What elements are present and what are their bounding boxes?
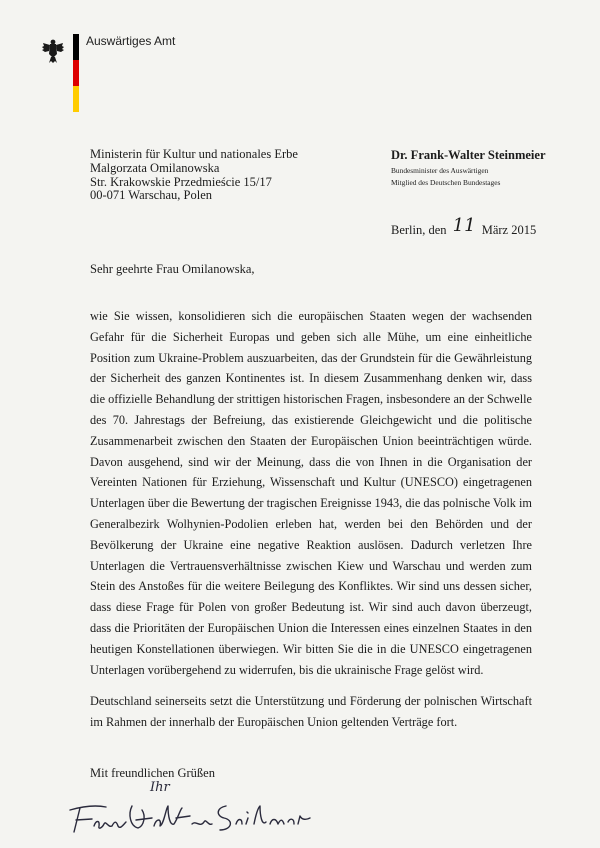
sender-title: Bundesminister des Auswärtigen <box>391 166 489 175</box>
federal-eagle-icon <box>42 38 64 64</box>
flag-stripe-red <box>73 60 79 86</box>
handwritten-initials: Ihr <box>150 780 170 795</box>
recipient-line: Ministerin für Kultur und nationales Erbe <box>90 147 298 161</box>
sender-block <box>391 148 546 187</box>
date-prefix: Berlin, den <box>391 223 447 237</box>
recipient-address <box>90 148 298 203</box>
date-suffix: März 2015 <box>481 223 537 237</box>
recipient-line: 00-071 Warschau, Polen <box>90 188 213 203</box>
salutation: Sehr geehrte Frau Omilanowska, <box>90 262 255 276</box>
flag-stripe-gold <box>73 86 79 112</box>
date-day-handwritten: 11 <box>452 215 476 236</box>
handwritten-signature <box>66 796 326 836</box>
sender-membership: Mitglied des Deutschen Bundestages <box>391 178 501 187</box>
flag-stripe-black <box>73 34 79 60</box>
closing-phrase: Mit freundlichen Grüßen <box>90 766 215 780</box>
german-flag-bar <box>73 34 79 112</box>
recipient-line: Malgorzata Omilanowska <box>90 160 220 175</box>
sender-name: Dr. Frank-Walter Steinmeier <box>391 148 546 162</box>
org-name: Auswärtiges Amt <box>86 34 176 48</box>
body-paragraph: wie Sie wissen, konsolidieren sich die europäischen Staaten wegen der wachsenden Gefahr für die Sicherheit Europas und geben sich alle Mühe, um eine einheitliche Position zum Ukraine-Problem auszuarbeiten, das der Grundstein für die Gewährleistung der Sicherheit des ganzen Kontinentes ist. In diesem Zusammenhang denken wir, dass die offizielle Behandlung der strittigen historischen Fragen, insbesondere an der Schwelle des 70. Jahrestags der Befreiung, das existierende Gleichgewicht und die politische Zusammenarbeit zwischen den Staaten der Europäischen Union beeinträchtigen würde. Davon ausgehend, sind wir der Meinung, dass die von Ihnen in die Organisation der Vereinten Nationen für Erziehung, Wissenschaft und Kultur (UNESCO) eingetragenen Unterlagen über die Bewertung der tragischen Ereignisse 1943, die das polnische Volk im Generalbezirk Wolhynien-Podolien erleben hat, werden bei den Behörden und der Bevölkerung der Ukraine eine negative Reaktion auslösen. Dadurch verletzen Ihre Unterlagen die Vertrauensverhältnisse zwischen Kiew und Warschau und werden zum Stein des Anstoßes für die weitere Beilegung des Konfliktes. Wir sind uns dessen sicher, dass diese Frage für Polen von großer Bedeutung ist. Wir sind auch davon überzeugt, dass die Prioritäten der Europäischen Union die Interessen eines einzelnen Staates in den heutigen Konstellationen überwiegen. Wir bitten Sie die in die UNESCO eingetragenen Unterlagen vorübergehend zu widerrufen, bis die ukrainische Frage gelöst wird. <box>90 309 532 677</box>
recipient-line: Str. Krakowskie Przedmieście 15/17 <box>90 174 272 189</box>
date-line <box>391 215 537 239</box>
body-paragraph: Deutschland seinerseits setzt die Unterstützung und Förderung der polnischen Wirtschaft im Rahmen der innerhalb der Europäischen Union geltenden Verträge fort. <box>90 694 532 729</box>
